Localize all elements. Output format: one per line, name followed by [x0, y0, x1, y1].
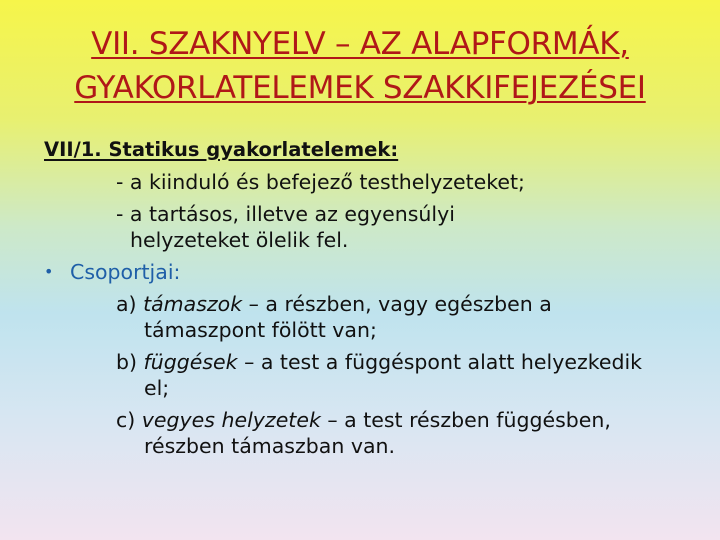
- title-line-2: GYAKORLATELEMEK SZAKKIFEJEZÉSEI: [74, 70, 646, 106]
- statikus-item-2: - a tartásos, illetve az egyensúlyi: [116, 202, 455, 226]
- statikus-item-2-cont: helyzeteket ölelik fel.: [130, 228, 349, 252]
- group-b-line-1: [116, 350, 642, 374]
- group-b-line-2: el;: [144, 376, 170, 400]
- group-c-term: vegyes helyzetek: [141, 408, 321, 432]
- group-b-prefix: b): [116, 350, 144, 374]
- group-a-line-1: [116, 292, 552, 316]
- group-a-term: támaszok: [143, 292, 243, 316]
- title-line-1: VII. SZAKNYELV – AZ ALAPFORMÁK,: [91, 26, 629, 62]
- group-c-prefix: c): [116, 408, 142, 432]
- statikus-item-1: - a kiinduló és befejező testhelyzeteket;: [116, 170, 525, 194]
- group-c-line-2: részben támaszban van.: [144, 434, 396, 458]
- group-c-line-1: [116, 408, 611, 432]
- group-a-desc: – a részben, vagy egészben a: [242, 292, 552, 316]
- group-b-desc: – a test a függéspont alatt helyezkedik: [237, 350, 643, 374]
- group-b-term: függések: [143, 350, 238, 374]
- section-heading: VII/1. Statikus gyakorlatelemek:: [44, 138, 399, 161]
- group-a-line-2: támaszpont fölött van;: [144, 318, 377, 342]
- group-c-desc: – a test részben függésben,: [320, 408, 611, 432]
- group-a-prefix: a): [116, 292, 144, 316]
- bullet-icon: •: [44, 262, 54, 281]
- groups-label: Csoportjai:: [70, 260, 181, 284]
